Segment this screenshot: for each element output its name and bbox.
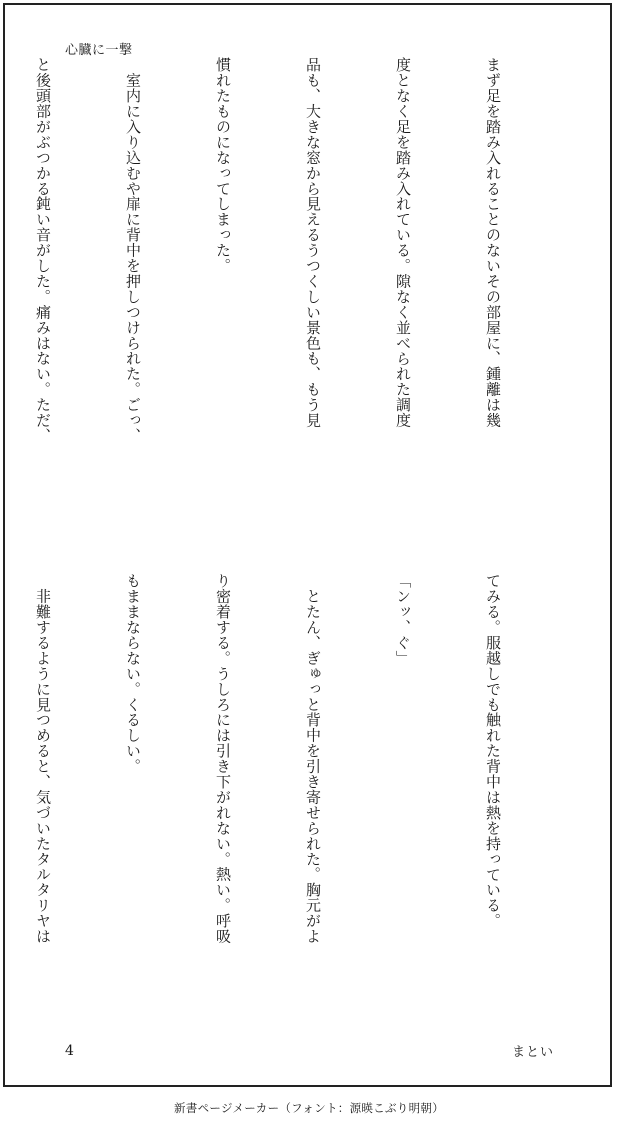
page-frame [3, 3, 612, 1087]
body-text-upper [0, 57, 568, 532]
text-line: 室内に入り込むや扉に背中を押しつけられた。ごっ、 [124, 57, 142, 444]
text-line: てみる。服越しでも触れた背中は熱を持っている。 [484, 573, 502, 929]
text-line: 「ンッ、ぐ」 [394, 573, 412, 666]
text-line: 度となく足を踏み入れている。隙なく並べられた調度 [394, 57, 412, 428]
text-line: と後頭部がぶつかる鈍い音がした。痛みはない。ただ、 [34, 57, 52, 444]
body-text-lower [0, 573, 568, 993]
text-line: り密着する。うしろには引き下がれない。熱い。呼吸 [214, 573, 232, 944]
page-number: 4 [65, 1043, 74, 1059]
text-line: まず足を踏み入れることのないその部屋に、鍾離は幾 [484, 57, 502, 428]
text-line: 非難するように見つめると、気づいたタルタリヤは [34, 573, 52, 944]
text-line: 品も、大きな窓から見えるうつくしい景色も、もう見 [304, 57, 322, 428]
generator-credit: 新書ページメーカー（フォント：源暎こぶり明朝） [173, 1101, 445, 1115]
text-line: とたん、ぎゅっと背中を引き寄せられた。胸元がよ [304, 573, 322, 944]
text-line: 慣れたものになってしまった。 [214, 57, 232, 274]
author-name: まとい [511, 1045, 554, 1060]
text-line: もままならない。くるしい。 [124, 573, 142, 774]
running-title: 心臓に一撃 [65, 43, 133, 58]
